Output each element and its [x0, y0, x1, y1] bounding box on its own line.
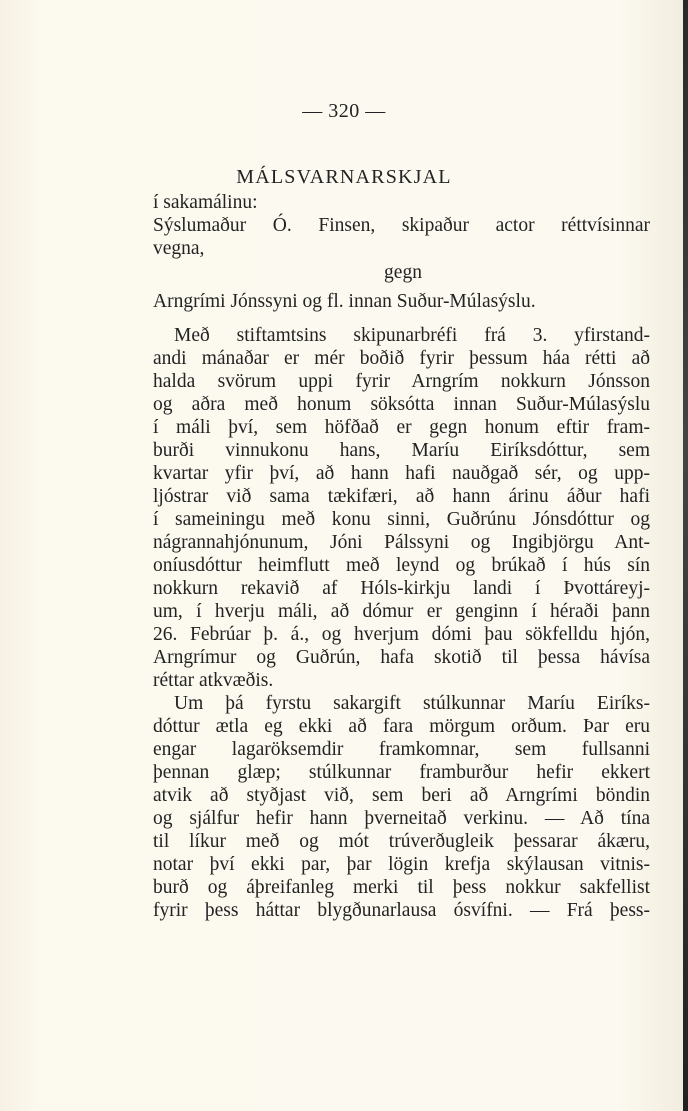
text-line: engar lagaröksemdir framkomnar, sem fullsanni [153, 739, 650, 760]
page-number: — 320 — [302, 100, 386, 122]
text-line: og aðra með honum söksótta innan Suður-Múlasýslu [153, 394, 650, 415]
text-line: kvartar yfir því, að hann hafi nauðgað sér, og upp- [153, 463, 650, 484]
text-line: atvik að styðjast við, sem beri að Arngrími böndin [153, 785, 650, 806]
text-line: burði vinnukonu hans, Maríu Eiríksdóttur, sem [153, 440, 650, 461]
text-line: réttar atkvæðis. [153, 670, 274, 691]
document-title: MÁLSVARNARSKJAL [236, 166, 452, 188]
text-line: Arngrími Jónssyni og fl. innan Suður-Múlasýslu. [153, 291, 536, 312]
text-line: vegna, [153, 238, 205, 259]
text-line: til líkur með og mót trúverðugleik þessarar ákæru, [153, 831, 650, 852]
text-line: andi mánaðar er mér boðið fyrir þessum háa rétti að [153, 348, 650, 369]
text-line: oníusdóttur heimflutt með leynd og brúkað í hús sín [153, 555, 650, 576]
text-line: nágrannahjónunum, Jóni Pálssyni og Ingibjörgu Ant- [153, 532, 650, 553]
text-line: ljóstrar við sama tækifæri, að hann árinu áður hafi [153, 486, 650, 507]
text-line: 26. Febrúar þ. á., og hverjum dómi þau sökfelldu hjón, [153, 624, 650, 645]
text-line: í sameiningu með konu sinni, Guðrúnu Jónsdóttur og [153, 509, 650, 530]
text-line: Sýslumaður Ó. Finsen, skipaður actor réttvísinnar [153, 215, 650, 236]
text-line: nokkurn rekavið af Hóls-kirkju landi í Þvottáreyj- [153, 578, 650, 599]
text-line: notar því ekki par, þar lögin krefja skýlausan vitnis- [153, 854, 650, 875]
text-line: Arngrímur og Guðrún, hafa skotið til þessa hávísa [153, 647, 650, 668]
text-line: burð og áþreifanleg merki til þess nokkur sakfellist [153, 877, 650, 898]
text-line: gegn [384, 262, 422, 283]
text-line: Um þá fyrstu sakargift stúlkunnar Maríu Eiríks- [174, 693, 650, 714]
text-line: í sakamálinu: [153, 192, 258, 213]
text-line: þennan glæp; stúlkunnar framburður hefir ekkert [153, 762, 650, 783]
text-line: dóttur ætla eg ekki að fara mörgum orðum. Þar eru [153, 716, 650, 737]
text-line: fyrir þess háttar blygðunarlausa ósvífni. — Frá þess- [153, 900, 650, 921]
text-line: Með stiftamtsins skipunarbréfi frá 3. yfirstand- [174, 325, 650, 346]
text-line: í máli því, sem höfðað er gegn honum eftir fram- [153, 417, 650, 438]
text-line: og sjálfur hefir hann þverneitað verkinu. — Að tína [153, 808, 650, 829]
text-line: um, í hverju máli, að dómur er genginn í héraði þann [153, 601, 650, 622]
text-line: halda svörum uppi fyrir Arngrím nokkurn Jónsson [153, 371, 650, 392]
